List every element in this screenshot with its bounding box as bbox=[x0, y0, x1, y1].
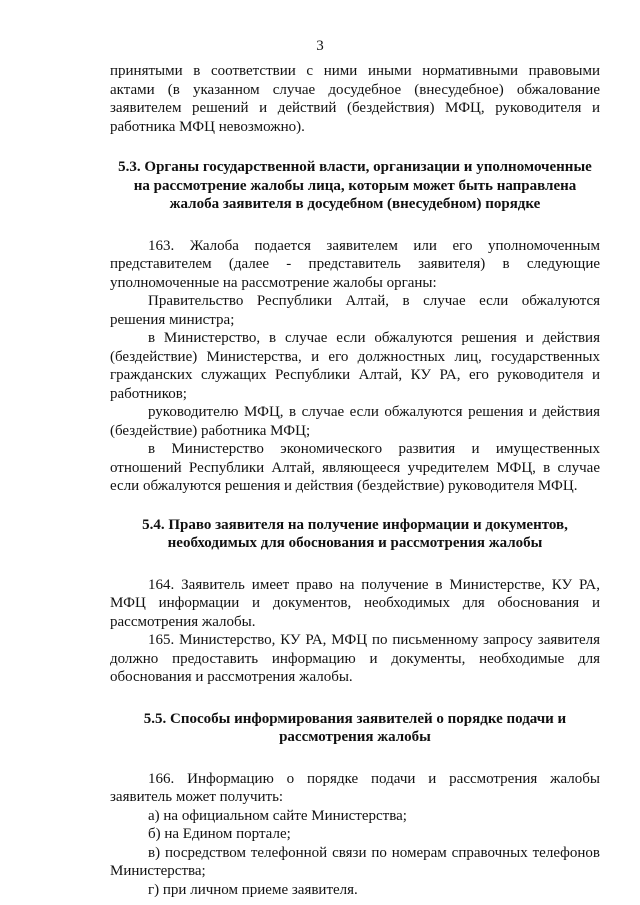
list-item: в Министерство, в случае если обжалуются решения и действия (бездействие) Министерства, и его должностных лиц, государственных гражданских служащих Республики Алтай, КУ РА, его руководителя и работников; bbox=[110, 330, 600, 402]
paragraph-164: 164. Заявитель имеет право на получение в Министерстве, КУ РА, МФЦ информации и документов, необходимых для обоснования и рассмотрения жалобы. bbox=[110, 576, 600, 630]
list-item: г) при личном приеме заявителя. bbox=[148, 881, 358, 898]
list-item: руководителю МФЦ, в случае если обжалуются решения и действия (бездействие) работника МФЦ; bbox=[110, 404, 600, 439]
list-item: б) на Едином портале; bbox=[148, 826, 291, 842]
page-number: 3 bbox=[316, 38, 324, 54]
intro-paragraph: принятыми в соответствии с ними иными нормативными правовыми актами (в указанном случае досудебное (внесудебное) обжалование заявителем решений и действий (бездействия) МФЦ, руководителя и работника МФЦ невозможно). bbox=[110, 63, 600, 135]
paragraph-166: 166. Информацию о порядке подачи и рассмотрения жалобы заявитель может получить: bbox=[110, 770, 600, 805]
section-5-3-heading: 5.3. Органы государственной власти, организации и уполномоченные на рассмотрение жалобы лица, которым может быть направлена жалоба заявителя в досудебном (внесудебном) порядке bbox=[118, 159, 592, 212]
list-item: в) посредством телефонной связи по номерам справочных телефонов Министерства; bbox=[110, 844, 600, 879]
paragraph-165: 165. Министерство, КУ РА, МФЦ по письменному запросу заявителя должно предоставить информацию и документы, необходимые для обоснования и рассмотрения жалобы. bbox=[110, 632, 600, 685]
section-5-4-heading: 5.4. Право заявителя на получение информации и документов, необходимых для обоснования и рассмотрения жалобы bbox=[142, 516, 568, 551]
paragraph-163: 163. Жалоба подается заявителем или его уполномоченным представителем (далее - представитель заявителя) в следующие уполномоченные на рассмотрение жалобы органы: bbox=[110, 237, 600, 291]
list-item: в Министерство экономического развития и имущественных отношений Республики Алтай, являющееся учредителем МФЦ, в случае если обжалуются решения и действия (бездействие) руководителя МФЦ. bbox=[110, 441, 600, 494]
document-body bbox=[110, 62, 600, 899]
list-item: а) на официальном сайте Министерства; bbox=[148, 807, 407, 824]
section-5-5-heading: 5.5. Способы информирования заявителей о порядке подачи и рассмотрения жалобы bbox=[143, 710, 567, 745]
list-item: Правительство Республики Алтай, в случае если обжалуются решения министра; bbox=[110, 293, 600, 328]
